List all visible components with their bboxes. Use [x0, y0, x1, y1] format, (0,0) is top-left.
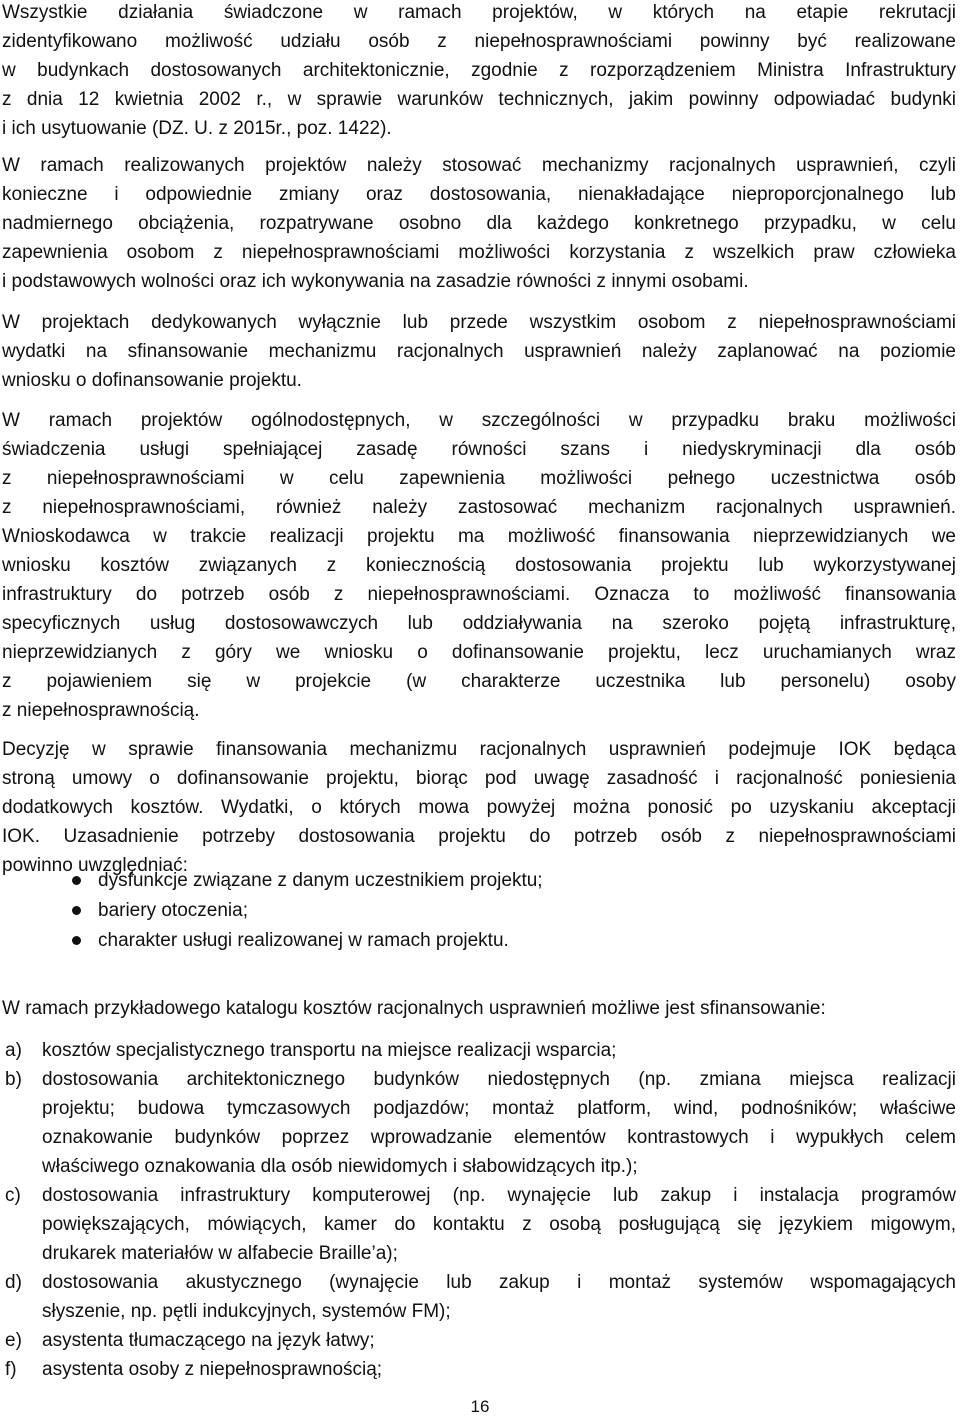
list-marker: d): [5, 1272, 22, 1293]
text-line: w budynkach dostosowanych architektonicznie, zgodnie z rozporządzeniem Ministra Infrastruktury: [2, 60, 956, 81]
bullet-text: charakter usługi realizowanej w ramach projektu.: [98, 930, 509, 951]
list-item-body: [42, 1355, 956, 1384]
text-line: i podstawowych wolności oraz ich wykonywania na zasadzie równości z innymi osobami.: [2, 271, 749, 292]
text-line: nadmiernego obciążenia, rozpatrywane osobno dla każdego konkretnego przypadku, w celu: [2, 213, 956, 234]
list-marker: f): [5, 1359, 17, 1380]
text-line: i ich usytuowanie (DZ. U. z 2015r., poz. 1422).: [2, 118, 392, 139]
paragraph-reasonable-accommodation: [2, 151, 956, 296]
text-line: właściwego oznakowania dla osób niewidomych i słabowidzących itp.);: [42, 1156, 638, 1177]
text-line: wniosku o dofinansowanie projektu.: [2, 370, 302, 391]
list-marker: c): [5, 1185, 21, 1206]
text-line: specyficznych usług dostosowawczych lub oddziaływania na szeroko pojętą infrastrukturę,: [2, 613, 956, 634]
list-item-body: [42, 1065, 956, 1181]
bullet-item: [0, 896, 954, 926]
cost-list-item: [0, 1065, 956, 1181]
text-line: dostosowania architektonicznego budynków niedostępnych (np. zmiana miejsca realizacji: [42, 1069, 956, 1090]
paragraph-open-projects: [2, 406, 956, 725]
paragraph-decision-iok: [2, 735, 956, 880]
text-line: z dnia 12 kwietnia 2002 r., w sprawie warunków technicznych, jakim powinny odpowiadać budynki: [2, 89, 956, 110]
text-line: oznakowanie budynków poprzez wprowadzanie elementów kontrastowych i wypukłych celem: [42, 1127, 956, 1148]
text-line: dodatkowych kosztów. Wydatki, o których mowa powyżej można ponosić po uzyskaniu akceptacji: [2, 797, 956, 818]
text-line: zapewnienia osobom z niepełnosprawnościami możliwości korzystania z wszelkich praw człowieka: [2, 242, 956, 263]
text-line: dostosowania infrastruktury komputerowej (np. wynajęcie lub zakup i instalacja programów: [42, 1185, 956, 1206]
text-line: wydatki na sfinansowanie mechanizmu racjonalnych usprawnień należy zaplanować na poziomie: [2, 341, 956, 362]
list-marker: e): [5, 1330, 22, 1351]
bullet-item: [0, 926, 954, 956]
justification-bullet-list: [0, 866, 954, 956]
text-line: projektu; budowa tymczasowych podjazdów; montaż platform, wind, podnośników; właściwe: [42, 1098, 956, 1119]
text-line: infrastruktury do potrzeb osób z niepełnosprawnościami. Oznacza to możliwość finansowania: [2, 584, 956, 605]
cost-list-item: [0, 1355, 956, 1384]
cost-list-item: [0, 1036, 956, 1065]
list-marker: b): [5, 1069, 22, 1090]
text-line: W ramach przykładowego katalogu kosztów racjonalnych usprawnień możliwe jest sfinansowanie:: [2, 998, 826, 1019]
bullet-dot-icon: [72, 906, 81, 915]
text-line: Wnioskodawca w trakcie realizacji projektu ma możliwość finansowania nieprzewidzianych we: [2, 526, 956, 547]
text-line: asystenta osoby z niepełnosprawnością;: [42, 1359, 383, 1380]
text-line: kosztów specjalistycznego transportu na miejsce realizacji wsparcia;: [42, 1040, 617, 1061]
text-line: świadczenia usługi spełniającej zasadę równości szans i niedyskryminacji dla osób: [2, 439, 956, 460]
text-line: zidentyfikowano możliwość udziału osób z niepełnosprawnościami powinny być realizowane: [2, 31, 956, 52]
page-number: 16: [470, 1397, 490, 1416]
list-marker: a): [5, 1040, 22, 1061]
text-line: konieczne i odpowiednie zmiany oraz dostosowania, nienakładające nieproporcjonalnego lub: [2, 184, 956, 205]
text-line: powinno uwzględniać:: [2, 855, 188, 876]
bullet-text: dysfunkcje związane z danym uczestnikiem projektu;: [98, 870, 543, 891]
paragraph-dedicated-projects: [2, 308, 956, 395]
text-line: drukarek materiałów w alfabecie Braille’a);: [42, 1243, 398, 1264]
text-line: stroną umowy o dofinansowanie projektu, biorąc pod uwagę zasadność i racjonalność poniesienia: [2, 768, 956, 789]
text-line: W ramach realizowanych projektów należy stosować mechanizmy racjonalnych usprawnień, czyli: [2, 155, 956, 176]
text-line: nieprzewidzianych z góry we wniosku o dofinansowanie projektu, lecz uruchamianych wraz: [2, 642, 956, 663]
text-line: asystenta tłumaczącego na język łatwy;: [42, 1330, 375, 1351]
text-line: W projektach dedykowanych wyłącznie lub przede wszystkim osobom z niepełnosprawnościami: [2, 312, 956, 333]
paragraph-cost-catalog-intro: [2, 994, 956, 1023]
bullet-dot-icon: [72, 876, 81, 885]
text-line: z niepełnosprawnościami, również należy zastosować mechanizm racjonalnych usprawnień.: [2, 497, 956, 518]
text-line: z niepełnosprawnością.: [2, 700, 200, 721]
text-line: powiększających, mówiących, kamer do kontaktu z osobą posługującą się językiem migowym,: [42, 1214, 956, 1235]
list-item-body: [42, 1181, 956, 1268]
text-line: IOK. Uzasadnienie potrzeby dostosowania projektu do potrzeb osób z niepełnosprawnościami: [2, 826, 956, 847]
text-line: z niepełnosprawnościami w celu zapewnienia możliwości pełnego uczestnictwa osób: [2, 468, 956, 489]
text-line: wniosku kosztów związanych z koniecznością dostosowania projektu lub wykorzystywanej: [2, 555, 956, 576]
text-line: W ramach projektów ogólnodostępnych, w szczególności w przypadku braku możliwości: [2, 410, 956, 431]
text-line: Wszystkie działania świadczone w ramach projektów, w których na etapie rekrutacji: [2, 2, 956, 23]
bullet-item: [0, 866, 954, 896]
text-line: z pojawieniem się w projekcie (w charakterze uczestnika lub personelu) osoby: [2, 671, 956, 692]
list-item-body: [42, 1326, 956, 1355]
cost-list-item: [0, 1326, 956, 1355]
cost-list-item: [0, 1268, 956, 1326]
text-line: słyszenie, np. pętli indukcyjnych, systemów FM);: [42, 1301, 451, 1322]
list-item-body: [42, 1268, 956, 1326]
cost-list-item: [0, 1181, 956, 1268]
bullet-text: bariery otoczenia;: [98, 900, 248, 921]
list-item-body: [42, 1036, 956, 1065]
text-line: Decyzję w sprawie finansowania mechanizmu racjonalnych usprawnień podejmuje IOK będąca: [2, 739, 956, 760]
paragraph-building-accessibility: [2, 0, 956, 143]
cost-catalog-list: [0, 1036, 956, 1384]
bullet-dot-icon: [72, 936, 81, 945]
text-line: dostosowania akustycznego (wynajęcie lub zakup i montaż systemów wspomagających: [42, 1272, 956, 1293]
